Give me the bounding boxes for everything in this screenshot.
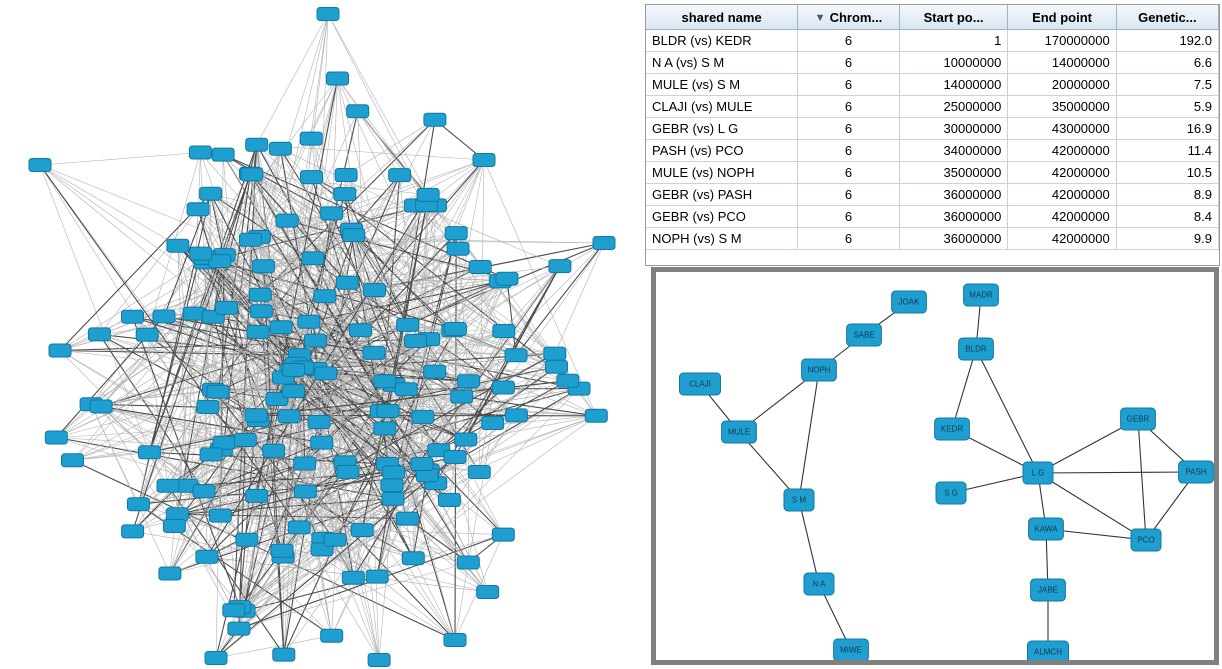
subnetwork-node[interactable] (936, 482, 966, 504)
large-network-node[interactable] (193, 485, 215, 498)
column-header-end-point[interactable] (1008, 5, 1116, 30)
large-network-node[interactable] (207, 385, 229, 398)
subnetwork-node-label: JABE (1037, 585, 1059, 595)
large-network-node[interactable] (336, 276, 358, 289)
large-network-node[interactable] (252, 260, 274, 273)
table-cell-end: 35000000 (1008, 96, 1116, 118)
table-cell-start: 36000000 (899, 184, 1008, 206)
large-network-node[interactable] (249, 288, 271, 301)
table-row[interactable] (646, 52, 1219, 74)
subnetwork-edge[interactable] (799, 500, 819, 584)
large-network-node[interactable] (593, 237, 615, 250)
subnetwork-node-label: NOPH (807, 365, 831, 375)
large-network-node[interactable] (492, 528, 514, 541)
large-network-node[interactable] (29, 159, 51, 172)
table-cell-end: 14000000 (1008, 52, 1116, 74)
table-cell-chrom: 6 (798, 118, 900, 140)
large-network-node[interactable] (412, 410, 434, 423)
column-header-shared-name[interactable] (646, 5, 798, 30)
large-network-node[interactable] (337, 465, 359, 478)
table-cell-name: BLDR (vs) KEDR (646, 30, 798, 52)
subnetwork-node-label: MIWE (840, 645, 862, 655)
large-network-node[interactable] (300, 132, 322, 145)
subnetwork-edge[interactable] (952, 349, 976, 429)
table-row[interactable] (646, 74, 1219, 96)
table-cell-chrom: 6 (798, 162, 900, 184)
subnetwork-node[interactable] (959, 338, 994, 360)
large-network-node[interactable] (368, 654, 390, 667)
large-network-node[interactable] (405, 335, 427, 348)
large-network-node[interactable] (122, 310, 144, 323)
subnetwork-node[interactable] (1121, 408, 1156, 430)
large-network-node[interactable] (482, 417, 504, 430)
column-header-chromosome-label: Chrom... (829, 9, 883, 25)
column-header-genetic[interactable] (1116, 5, 1218, 30)
large-network-node[interactable] (62, 454, 84, 467)
large-network-node[interactable] (302, 252, 324, 265)
large-network-node[interactable] (167, 239, 189, 252)
subnetwork-node-label: BLDR (965, 344, 987, 354)
table-cell-end: 43000000 (1008, 118, 1116, 140)
large-network-node[interactable] (447, 242, 469, 255)
table-cell-chrom: 6 (798, 206, 900, 228)
column-header-start-point[interactable] (899, 5, 1008, 30)
column-header-genetic-label: Genetic... (1138, 9, 1197, 25)
large-network-node[interactable] (236, 533, 258, 546)
table-cell-chrom: 6 (798, 52, 900, 74)
table-cell-genetic: 16.9 (1116, 118, 1218, 140)
subnetwork-node-label: GEBR (1126, 414, 1150, 424)
large-network-node[interactable] (228, 622, 250, 635)
table-cell-name: CLAJI (vs) MULE (646, 96, 798, 118)
column-header-shared-name-label: shared name (681, 9, 762, 25)
table-cell-name: GEBR (vs) PCO (646, 206, 798, 228)
large-network-node[interactable] (424, 365, 446, 378)
large-network-node[interactable] (88, 328, 110, 341)
large-network-node[interactable] (153, 310, 175, 323)
subnetwork-node-label: MADR (969, 290, 993, 300)
subnetwork-node-label: KAWA (1034, 524, 1058, 534)
table-cell-name: MULE (vs) S M (646, 74, 798, 96)
subnetwork-node-label: PASH (1185, 467, 1207, 477)
subnetwork-node[interactable] (680, 373, 721, 395)
subnetwork-node[interactable] (784, 489, 814, 511)
table-cell-name: GEBR (vs) PASH (646, 184, 798, 206)
large-network-node[interactable] (223, 604, 245, 617)
large-network-node[interactable] (505, 349, 527, 362)
table-cell-genetic: 10.5 (1116, 162, 1218, 184)
large-network-node[interactable] (271, 544, 293, 557)
large-network-node[interactable] (549, 260, 571, 273)
large-network-node[interactable] (444, 323, 466, 336)
large-network-node[interactable] (187, 203, 209, 216)
large-network-node[interactable] (557, 374, 579, 387)
subnetwork-canvas[interactable] (656, 272, 1214, 660)
large-network-node[interactable] (190, 247, 212, 260)
large-network-node[interactable] (122, 525, 144, 538)
large-network-node[interactable] (278, 410, 300, 423)
large-network-node[interactable] (196, 550, 218, 563)
table-cell-end: 42000000 (1008, 184, 1116, 206)
subnetwork-node[interactable] (847, 324, 882, 346)
subnetwork-node[interactable] (1028, 641, 1069, 660)
subnetwork-node[interactable] (1031, 579, 1066, 601)
table-cell-genetic: 9.9 (1116, 228, 1218, 250)
large-network-node[interactable] (347, 105, 369, 118)
subnetwork-node[interactable] (964, 284, 999, 306)
large-network-edge[interactable] (40, 165, 178, 246)
large-network-node[interactable] (493, 325, 515, 338)
subnetwork-node[interactable] (804, 573, 834, 595)
subnetwork-node[interactable] (1179, 461, 1214, 483)
table-row[interactable] (646, 184, 1219, 206)
large-network-node[interactable] (250, 305, 272, 318)
subnetwork-node-label: SABE (853, 330, 875, 340)
subnetwork-node[interactable] (1023, 462, 1053, 484)
large-network-node[interactable] (311, 436, 333, 449)
large-network-node[interactable] (469, 261, 491, 274)
subnetwork-node-label: MULE (727, 427, 751, 437)
large-network-node[interactable] (382, 492, 404, 505)
table-cell-chrom: 6 (798, 184, 900, 206)
large-network-node[interactable] (366, 570, 388, 583)
large-network-node[interactable] (350, 324, 372, 337)
subnetwork-node-label: JOAK (898, 297, 920, 307)
large-network-node[interactable] (363, 346, 385, 359)
subnetwork-node[interactable] (722, 421, 757, 443)
large-network-node[interactable] (283, 363, 305, 376)
large-network-node[interactable] (200, 187, 222, 200)
table-row[interactable] (646, 30, 1219, 52)
table-row[interactable] (646, 206, 1219, 228)
table-cell-genetic: 192.0 (1116, 30, 1218, 52)
table-cell-name: NOPH (vs) S M (646, 228, 798, 250)
large-network-node[interactable] (496, 272, 518, 285)
table-cell-start: 30000000 (899, 118, 1008, 140)
subnetwork-edge[interactable] (1138, 419, 1146, 540)
table-row[interactable] (646, 96, 1219, 118)
table-row[interactable] (646, 228, 1219, 250)
table-cell-genetic: 6.6 (1116, 52, 1218, 74)
large-network-node[interactable] (269, 142, 291, 155)
large-network-node[interactable] (383, 466, 405, 479)
table-cell-chrom: 6 (798, 96, 900, 118)
large-network-node[interactable] (343, 229, 365, 242)
large-network-node[interactable] (213, 436, 235, 449)
large-network-node[interactable] (90, 400, 112, 413)
table-cell-end: 42000000 (1008, 162, 1116, 184)
table-cell-start: 36000000 (899, 228, 1008, 250)
large-network-node[interactable] (315, 367, 337, 380)
large-network-edge[interactable] (415, 206, 560, 267)
column-header-end-point-label: End point (1032, 9, 1092, 25)
subnetwork-node-label: CLAJI (689, 379, 711, 389)
large-network-node[interactable] (455, 433, 477, 446)
table-cell-name: N A (vs) S M (646, 52, 798, 74)
table-cell-genetic: 8.9 (1116, 184, 1218, 206)
subnetwork-node-label: ALMCH (1033, 647, 1063, 657)
table-cell-genetic: 7.5 (1116, 74, 1218, 96)
table-row[interactable] (646, 162, 1219, 184)
table-cell-chrom: 6 (798, 228, 900, 250)
large-network-node[interactable] (424, 113, 446, 126)
large-network-node[interactable] (212, 148, 234, 161)
large-network-node[interactable] (45, 431, 67, 444)
subnetwork-edge[interactable] (1038, 472, 1196, 473)
table-cell-end: 20000000 (1008, 74, 1116, 96)
subnetwork-node[interactable] (834, 639, 869, 660)
large-network-node[interactable] (505, 409, 527, 422)
large-network-edge[interactable] (346, 120, 435, 175)
large-network-node[interactable] (492, 381, 514, 394)
table-cell-start: 35000000 (899, 162, 1008, 184)
table-cell-genetic: 8.4 (1116, 206, 1218, 228)
large-network-node[interactable] (157, 479, 179, 492)
large-network-node[interactable] (317, 8, 339, 21)
large-network-edge[interactable] (507, 279, 516, 356)
large-network-node[interactable] (546, 360, 568, 373)
table-cell-end: 42000000 (1008, 140, 1116, 162)
table-cell-name: GEBR (vs) L G (646, 118, 798, 140)
table-cell-genetic: 11.4 (1116, 140, 1218, 162)
large-network-node[interactable] (240, 233, 262, 246)
large-network-node[interactable] (136, 328, 158, 341)
large-network-node[interactable] (205, 652, 227, 665)
large-network-node[interactable] (197, 401, 219, 414)
filter-icon[interactable]: ▼ (814, 11, 826, 24)
table-cell-start: 1 (899, 30, 1008, 52)
table-cell-genetic: 5.9 (1116, 96, 1218, 118)
large-network-node[interactable] (402, 552, 424, 565)
table-cell-start: 36000000 (899, 206, 1008, 228)
large-network-node[interactable] (458, 375, 480, 388)
large-network-node[interactable] (301, 171, 323, 184)
table-cell-start: 34000000 (899, 140, 1008, 162)
results-table (646, 5, 1219, 250)
large-network-node[interactable] (49, 344, 71, 357)
large-network-node[interactable] (364, 284, 386, 297)
large-network-node[interactable] (321, 207, 343, 220)
table-cell-end: 170000000 (1008, 30, 1116, 52)
table-row[interactable] (646, 118, 1219, 140)
large-network-node[interactable] (314, 290, 336, 303)
subnetwork-view[interactable] (651, 267, 1219, 665)
table-cell-start: 25000000 (899, 96, 1008, 118)
subnetwork-node[interactable] (1029, 518, 1064, 540)
large-network-node[interactable] (163, 520, 185, 533)
large-network-edge[interactable] (257, 14, 328, 145)
large-network-node[interactable] (294, 457, 316, 470)
large-network-node[interactable] (477, 586, 499, 599)
subnetwork-node-label: L G (1031, 468, 1045, 478)
subnetwork-node[interactable] (1131, 529, 1161, 551)
subnetwork-node[interactable] (802, 359, 837, 381)
large-network-node[interactable] (209, 509, 231, 522)
large-network-node[interactable] (396, 512, 418, 525)
large-network-node[interactable] (276, 214, 298, 227)
subnetwork-edge[interactable] (799, 370, 819, 500)
large-network-node[interactable] (324, 533, 346, 546)
subnetwork-edge[interactable] (976, 349, 1038, 473)
large-network-node[interactable] (234, 434, 256, 447)
large-network-node[interactable] (397, 318, 419, 331)
large-network-node[interactable] (200, 448, 222, 461)
large-network-node[interactable] (334, 188, 356, 201)
large-network-node[interactable] (273, 648, 295, 661)
large-network-node[interactable] (457, 556, 479, 569)
large-network-node[interactable] (166, 508, 188, 521)
large-network-node[interactable] (585, 409, 607, 422)
large-network-node[interactable] (411, 458, 433, 471)
large-network-node[interactable] (444, 451, 466, 464)
large-network-node[interactable] (294, 485, 316, 498)
large-network-node[interactable] (304, 334, 326, 347)
subnetwork-node-label: S M (791, 495, 807, 505)
large-network-node[interactable] (241, 168, 263, 181)
large-network-edge[interactable] (40, 153, 200, 166)
large-network-node[interactable] (445, 227, 467, 240)
large-network-node[interactable] (342, 571, 364, 584)
large-network-node[interactable] (321, 629, 343, 642)
subnetwork-node-label: KEDR (940, 424, 964, 434)
large-network-node[interactable] (270, 321, 292, 334)
table-header-row (646, 5, 1219, 30)
table-cell-chrom: 6 (798, 140, 900, 162)
table-cell-name: PASH (vs) PCO (646, 140, 798, 162)
subnetwork-node-label: N A (812, 579, 826, 589)
table-body (646, 30, 1219, 250)
table-cell-start: 14000000 (899, 74, 1008, 96)
large-network-node[interactable] (216, 301, 238, 314)
large-network-edge[interactable] (259, 14, 328, 237)
large-network-node[interactable] (298, 315, 320, 328)
large-network-node[interactable] (451, 390, 473, 403)
subnetwork-node-label: S G (944, 488, 958, 498)
large-network-node[interactable] (374, 375, 396, 388)
large-network-node[interactable] (246, 489, 268, 502)
large-network-node[interactable] (381, 479, 403, 492)
table-cell-start: 10000000 (899, 52, 1008, 74)
large-network-node[interactable] (544, 347, 566, 360)
large-network-node[interactable] (127, 498, 149, 511)
large-network-edge[interactable] (377, 577, 455, 640)
table-cell-end: 42000000 (1008, 228, 1116, 250)
column-header-chromosome[interactable] (798, 5, 900, 30)
large-network-node[interactable] (308, 415, 330, 428)
results-table-panel[interactable] (645, 4, 1220, 266)
table-row[interactable] (646, 140, 1219, 162)
large-network-node[interactable] (395, 383, 417, 396)
large-network-node[interactable] (189, 146, 211, 159)
large-network-node[interactable] (246, 138, 268, 151)
large-network-node[interactable] (377, 405, 399, 418)
table-cell-end: 42000000 (1008, 206, 1116, 228)
large-network-node[interactable] (138, 446, 160, 459)
large-network-node[interactable] (389, 169, 411, 182)
large-network-node[interactable] (283, 385, 305, 398)
large-network-node[interactable] (374, 422, 396, 435)
large-network-node[interactable] (159, 567, 181, 580)
large-network-node[interactable] (473, 154, 495, 167)
subnetwork-node[interactable] (935, 418, 970, 440)
table-cell-chrom: 6 (798, 30, 900, 52)
large-network-node[interactable] (263, 444, 285, 457)
table-cell-chrom: 6 (798, 74, 900, 96)
table-cell-name: MULE (vs) NOPH (646, 162, 798, 184)
large-network-node[interactable] (351, 524, 373, 537)
large-network-node[interactable] (335, 169, 357, 182)
large-network-node[interactable] (327, 72, 349, 85)
large-network-node[interactable] (247, 325, 269, 338)
large-network-node[interactable] (245, 409, 267, 422)
large-network-node[interactable] (468, 466, 490, 479)
large-network-node[interactable] (288, 521, 310, 534)
large-network-node[interactable] (444, 634, 466, 647)
subnetwork-node[interactable] (892, 291, 927, 313)
large-network-node[interactable] (417, 188, 439, 201)
column-header-start-point-label: Start po... (923, 9, 984, 25)
large-network-node[interactable] (438, 494, 460, 507)
subnetwork-node-label: PCO (1137, 535, 1155, 545)
